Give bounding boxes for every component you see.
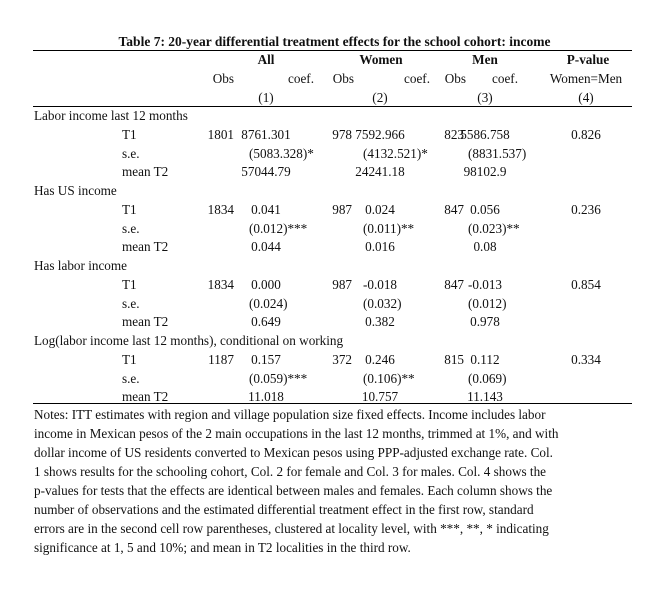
notes-line: income in Mexican pesos of the 2 main occupations in the last 12 months, trimmed at 1%, and with: [34, 426, 559, 441]
header-num-3: (3): [477, 90, 493, 105]
header-num-1: (1): [258, 90, 274, 105]
pvalue: 0.236: [571, 201, 601, 217]
row-label-se: s.e.: [122, 295, 140, 311]
row-label-mean: mean T2: [122, 239, 169, 255]
header-coef-men: coef.: [492, 71, 518, 86]
obs-women: 372: [332, 351, 352, 367]
row-label-se: s.e.: [122, 145, 140, 161]
coef-all: 0.000: [251, 276, 281, 292]
se-men: (0.023)**: [468, 220, 520, 236]
obs-all: 1801: [207, 126, 234, 142]
row-label-t1: T1: [122, 126, 137, 142]
row-label-t1: T1: [122, 201, 137, 217]
mean-women: 24241.18: [355, 164, 405, 180]
bottom-rule: [33, 403, 632, 404]
coef-women: 7592.966: [355, 126, 405, 142]
row-label-se: s.e.: [122, 370, 140, 386]
mean-women: 0.382: [365, 314, 395, 330]
row-label-mean: mean T2: [122, 314, 169, 330]
header-pvalue: P-value: [566, 52, 610, 67]
notes-line: errors are in the second cell row parentheses, clustered at locality level, with ***, **, * indicating: [34, 521, 549, 536]
obs-men: 823: [444, 126, 464, 142]
se-all: (0.059)***: [249, 370, 308, 386]
header-women: Women: [359, 52, 403, 67]
row-label-se: s.e.: [122, 220, 140, 236]
obs-all: 1834: [207, 276, 234, 292]
mean-all: 11.018: [248, 389, 284, 405]
mean-men: 11.143: [467, 389, 503, 405]
obs-all: 1187: [208, 351, 234, 367]
section-title: Log(labor income last 12 months), conditional on working: [34, 333, 344, 348]
mean-all: 57044.79: [241, 164, 291, 180]
section-title: Has labor income: [34, 258, 128, 273]
row-label-t1: T1: [122, 351, 137, 367]
se-men: (0.069): [468, 370, 507, 386]
header-coef-women: coef.: [404, 71, 430, 86]
mean-men: 0.978: [470, 314, 500, 330]
notes-line: number of observations and the estimated differential treatment effect in the first row, standard: [34, 502, 534, 517]
coef-men: -0.013: [467, 276, 503, 292]
header-obs-men: Obs: [444, 71, 466, 86]
coef-men: 5586.758: [460, 126, 510, 142]
header-pvalue-sub: Women=Men: [549, 71, 623, 86]
obs-men: 847: [444, 276, 464, 292]
se-men: (8831.537): [468, 145, 527, 161]
pvalue: 0.334: [571, 351, 601, 367]
coef-women: 0.246: [365, 351, 395, 367]
header-rule: [33, 106, 632, 107]
coef-all: 0.157: [251, 351, 281, 367]
coef-men: 0.056: [470, 201, 500, 217]
notes-line: significance at 1, 5 and 10%; and mean in T2 localities in the third row.: [34, 540, 411, 555]
se-men: (0.012): [468, 295, 507, 311]
table-notes: [34, 405, 634, 557]
mean-men: 98102.9: [463, 164, 507, 180]
mean-men: 0.08: [473, 239, 497, 255]
header-num-2: (2): [372, 90, 388, 105]
header-men: Men: [472, 52, 498, 67]
se-women: (0.011)**: [363, 220, 415, 236]
notes-line: p-values for tests that the effects are identical between males and females. Each column shows the: [34, 483, 553, 498]
section-title: Has US income: [34, 183, 117, 198]
coef-all: 0.041: [251, 201, 281, 217]
table-title: Table 7: 20-year differential treatment effects for the school cohort: income: [118, 34, 551, 49]
se-all: (0.012)***: [249, 220, 308, 236]
mean-all: 0.649: [251, 314, 281, 330]
header-num-4: (4): [578, 90, 594, 105]
section-title: Labor income last 12 months: [34, 108, 188, 123]
top-rule: [33, 50, 632, 51]
mean-all: 0.044: [251, 239, 281, 255]
coef-women: 0.024: [365, 201, 395, 217]
pvalue: 0.826: [571, 126, 601, 142]
header-all: All: [257, 52, 275, 67]
obs-all: 1834: [207, 201, 234, 217]
obs-men: 815: [444, 351, 464, 367]
header-coef-all: coef.: [288, 71, 314, 86]
obs-men: 847: [444, 201, 464, 217]
header-obs-all: Obs: [212, 71, 234, 86]
obs-women: 987: [332, 201, 352, 217]
header-obs-women: Obs: [332, 71, 354, 86]
row-label-t1: T1: [122, 276, 137, 292]
se-all: (0.024): [249, 295, 288, 311]
obs-women: 987: [332, 276, 352, 292]
mean-women: 10.757: [361, 389, 399, 405]
coef-women: -0.018: [362, 276, 398, 292]
se-women: (4132.521)*: [363, 145, 428, 161]
pvalue: 0.854: [571, 276, 601, 292]
se-women: (0.032): [363, 295, 402, 311]
mean-women: 0.016: [365, 239, 395, 255]
notes-line: 1 shows results for the schooling cohort, Col. 2 for female and Col. 3 for males. Col. 4 shows the: [34, 464, 547, 479]
coef-all: 8761.301: [241, 126, 291, 142]
notes-line: Notes: ITT estimates with region and village population size fixed effects. Income includes labor: [34, 407, 546, 422]
row-label-mean: mean T2: [122, 389, 169, 405]
se-all: (5083.328)*: [249, 145, 314, 161]
obs-women: 978: [332, 126, 352, 142]
se-women: (0.106)**: [363, 370, 415, 386]
notes-line: dollar income of US residents converted to Mexican pesos using PPP-adjusted exchange rate. Col.: [34, 445, 553, 460]
row-label-mean: mean T2: [122, 164, 169, 180]
coef-men: 0.112: [470, 351, 500, 367]
